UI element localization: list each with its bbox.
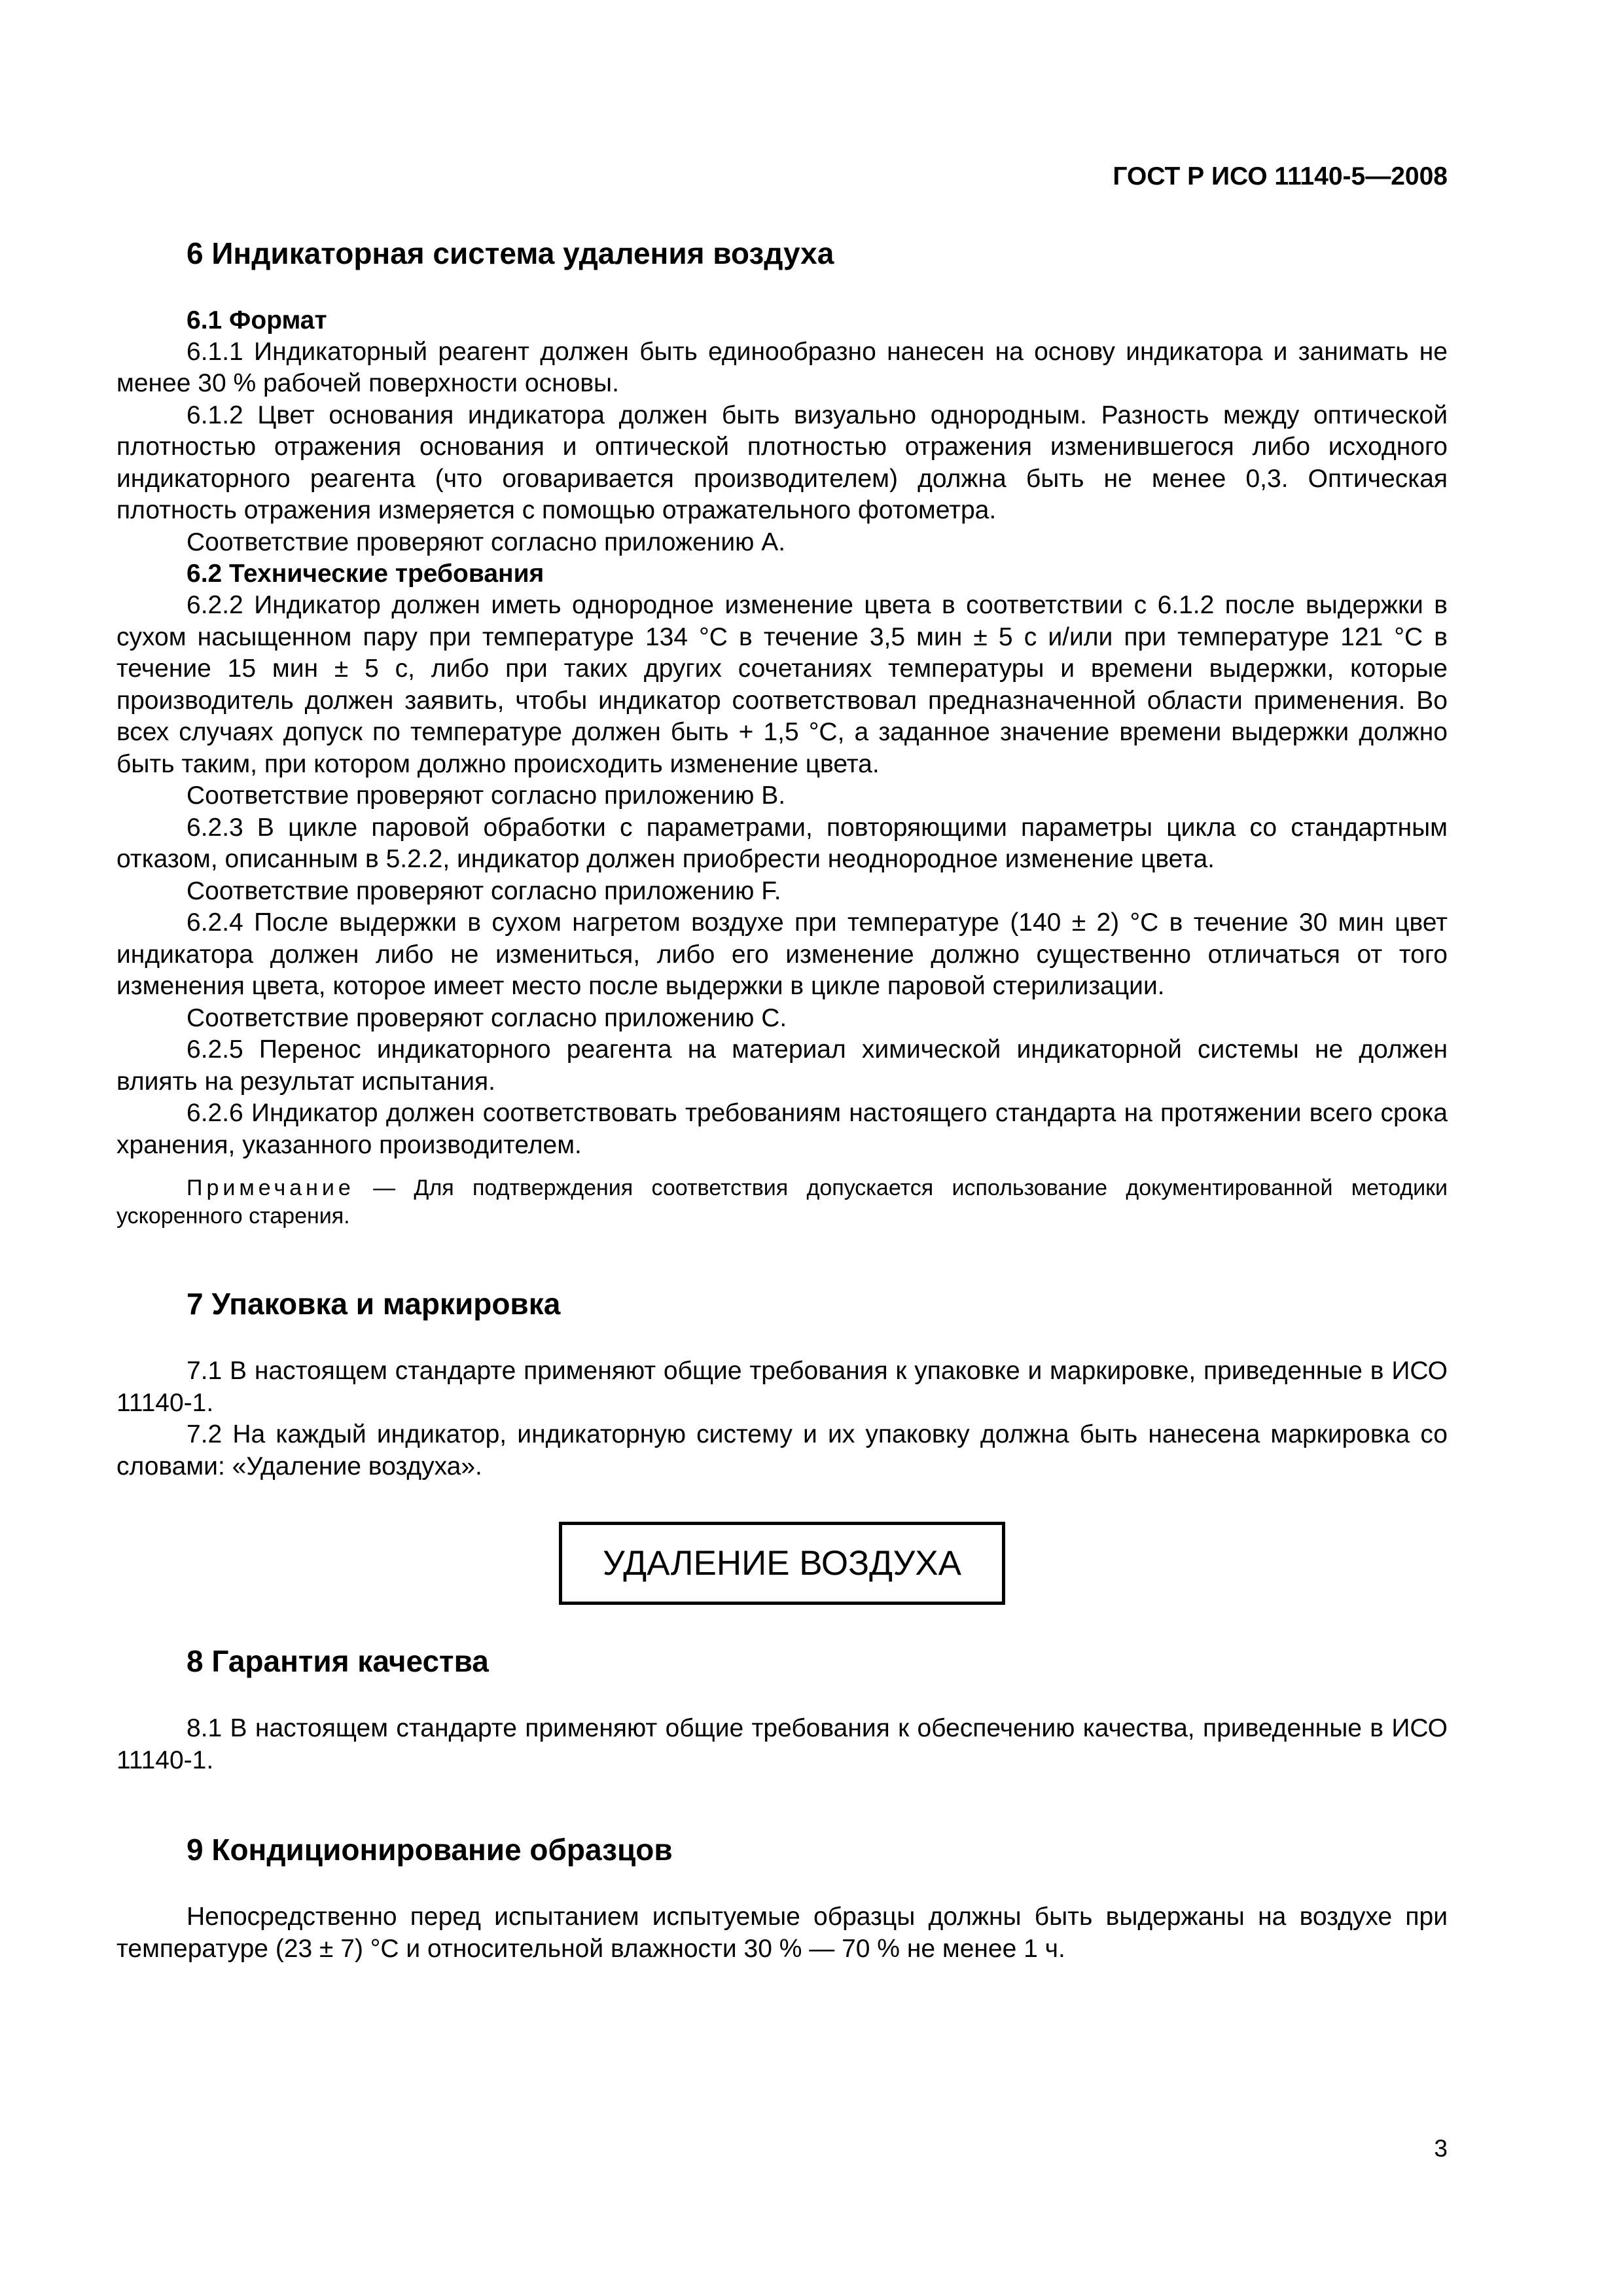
paragraph-9: Непосредственно перед испытанием испытуемые образцы должны быть выдержаны на воздухе при температуре (23 ± 7) °С и относительной влажности 30 % — 70 % не менее 1 ч. <box>116 1903 1448 1963</box>
paragraph-8-1: 8.1 В настоящем стандарте применяют общие требования к обеспечению качества, приведенные в ИСО 11140-1. <box>116 1714 1448 1774</box>
conformity-note-a: Соответствие проверяют согласно приложению А. <box>187 528 786 556</box>
conformity-note-b: Соответствие проверяют согласно приложению В. <box>187 781 786 810</box>
paragraph-6-2-2: 6.2.2 Индикатор должен иметь однородное изменение цвета в соответствии с 6.1.2 после выдержки в сухом насыщенном пару при температуре 134 °С в течение 3,5 мин ± 5 с и/или при температуре 121 °С в течение 15 мин ± 5 с, либо при таких других сочетаниях температуры и времени выдержки, которые производитель должен заявить, чтобы индикатор соответствовал предназначенной области применения. Во всех случаях допуск по температуре должен быть + 1,5 °С, а заданное значение времени выдержки должно быть таким, при котором должно происходить изменение цвета. <box>116 591 1448 778</box>
paragraph-6-2-6: 6.2.6 Индикатор должен соответствовать требованиям настоящего стандарта на протяжении всего срока хранения, указанного производителем. <box>116 1099 1448 1159</box>
note-label: Примечание <box>187 1175 355 1201</box>
paragraph-7-1: 7.1 В настоящем стандарте применяют общие требования к упаковке и маркировке, приведенные в ИСО 11140-1. <box>116 1357 1448 1417</box>
paragraph-6-1-1: 6.1.1 Индикаторный реагент должен быть единообразно нанесен на основу индикатора и занимать не менее 30 % рабочей поверхности основы. <box>116 337 1448 398</box>
paragraph-6-2-5: 6.2.5 Перенос индикаторного реагента на материал химической индикаторной системы не должен влиять на результат испытания. <box>116 1035 1448 1096</box>
paragraph-6-1-2: 6.1.2 Цвет основания индикатора должен быть визуально однородным. Разность между оптической плотностью отражения основания и оптической плотностью отражения изменившегося либо исходного индикаторного реагента (что оговаривается производителем) должна быть не менее 0,3. Оптическая плотность отражения измеряется с помощью отражательного фотометра. <box>116 401 1448 525</box>
paragraph-7-2: 7.2 На каждый индикатор, индикаторную систему и их упаковку должна быть нанесена маркировка со словами: «Удаление воздуха». <box>116 1420 1448 1480</box>
conformity-note-c: Соответствие проверяют согласно приложению С. <box>187 1003 787 1032</box>
document-code: ГОСТ Р ИСО 11140-5—2008 <box>1113 162 1448 190</box>
paragraph-6-2-4: 6.2.4 После выдержки в сухом нагретом воздухе при температуре (140 ± 2) °С в течение 30 мин цвет индикатора должен либо не измениться, либо его изменение должно существенно отличаться от того изменения цвета, которое имеет место после выдержки в цикле паровой стерилизации. <box>116 908 1448 1001</box>
note <box>116 1174 1448 1230</box>
note-text: — Для подтверждения соответствия допускается использование документированной методики ускоренного старения. <box>116 1175 1448 1229</box>
section-9-title: 9 Кондиционирование образцов <box>187 1833 673 1867</box>
marking-box: УДАЛЕНИЕ ВОЗДУХА <box>559 1522 1005 1605</box>
marking-example <box>116 1522 1448 1605</box>
page-number: 3 <box>1434 2135 1448 2162</box>
section-7-title: 7 Упаковка и маркировка <box>187 1287 561 1321</box>
section-8-title: 8 Гарантия качества <box>187 1644 489 1679</box>
page-content <box>116 219 1448 1965</box>
section-6-title: 6 Индикаторная система удаления воздуха <box>187 236 834 270</box>
paragraph-6-2-3: 6.2.3 В цикле паровой обработки с параметрами, повторяющими параметры цикла со стандартным отказом, описанным в 5.2.2, индикатор должен приобрести неоднородное изменение цвета. <box>116 813 1448 874</box>
subsection-6-1-title: 6.1 Формат <box>187 306 327 334</box>
conformity-note-f: Соответствие проверяют согласно приложению F. <box>187 876 781 905</box>
subsection-6-2-title: 6.2 Технические требования <box>187 560 544 588</box>
